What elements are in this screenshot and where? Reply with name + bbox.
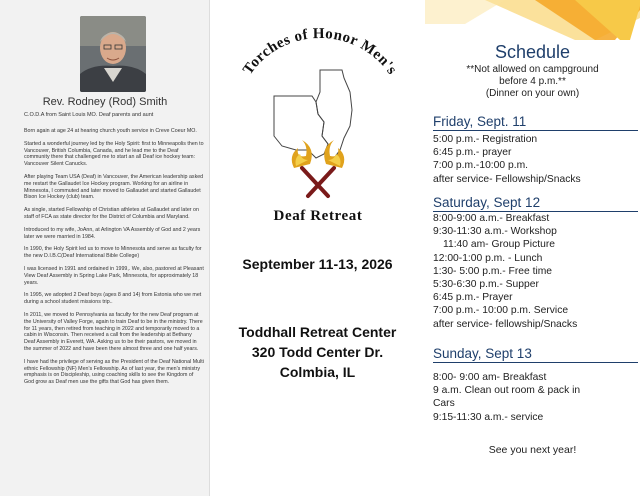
- bio-panel: [0, 0, 210, 496]
- emblem-arc-title: Torches of Honor Men's: [240, 25, 400, 78]
- bio-paragraph: As single, started Fellowship of Christian athletes at Gallaudet and later on staff of FCA as state director for the District of Columbia and Maryland.: [24, 207, 199, 220]
- crossed-torches-icon: [292, 140, 345, 196]
- sunday-items: [433, 371, 638, 424]
- emblem-bottom-title: Deaf Retreat: [273, 208, 363, 224]
- schedule-item: 12:00-1:00 p.m. - Lunch: [433, 252, 543, 264]
- schedule-note: **Not allowed on campground: [466, 64, 599, 75]
- schedule-item: Cars: [433, 398, 455, 410]
- schedule-note: (Dinner on your own): [485, 88, 580, 99]
- day-heading-sunday: Sunday, Sept 13: [433, 346, 638, 363]
- bio-paragraph: I have had the privilege of serving as the President of the Deaf National Multi ethnic Fellowship (NF) Men's Fellowship. As of last year, the men's ministry emphasis is on Discipleship, using coaching skills to see the Kingdom of God grow as Deaf men use the gifts that God has given them.: [24, 358, 204, 386]
- schedule-item: 1:30- 5:00 p.m.- Free time: [433, 265, 553, 277]
- schedule-item: 7:00 p.m.-10:00 p.m.: [433, 160, 529, 172]
- bio-paragraph: In 1995, we adopted 2 Deaf boys (ages 8 and 14) from Estonia who we met during a school student missions trip..: [24, 292, 202, 306]
- bio-paragraph: I was licensed in 1991 and ordained in 1999,. We, also, pastored at Pleasant View Deaf Assembly in Spring Lake Park, Minnesota, for approximately 18 years.: [24, 265, 204, 286]
- bio-paragraph: Started a wonderful journey led by the Holy Spirit: first to Minneapolis then to Vancouver, British Columbia, Canada, and he lead me to the Deaf community there that challenged me to start an all Deaf ice hockey team: Vancouver Silent Canucks.: [24, 140, 204, 168]
- bio-name: Rev. Rodney (Rod) Smith: [42, 96, 168, 108]
- day-heading-saturday: Saturday, Sept 12: [433, 195, 638, 212]
- bio-paragraph: Introduced to my wife, JoAnn, at Arlington VA Assembly of God and 2 years later we were married in 1984.: [24, 226, 201, 240]
- states-map-icon: [274, 70, 352, 158]
- friday-items: [433, 133, 638, 186]
- schedule-item: 9:30-11:30 a.m.- Workshop: [433, 226, 557, 238]
- closing-message: See you next year!: [488, 444, 577, 456]
- schedule-item: after service- Fellowship/Snacks: [433, 173, 581, 185]
- schedule-item: 6:45 p.m.- Prayer: [433, 292, 513, 304]
- portrait-photo: [80, 16, 146, 92]
- event-venue: [210, 322, 425, 382]
- schedule-item: 9 a.m. Clean out room & pack in: [433, 385, 581, 397]
- schedule-item: 7:00 p.m.- 10:00 p.m. Service: [433, 305, 569, 317]
- bio-paragraph: In 2011, we moved to Pennsylvania as faculty for the new Deaf program at the University of Valley Forge, again to train Deaf to be in the ministry. There for 11 years, then retired from teaching in 2022 and temporarily moved to a cabin in Wisconsin. Then received a call from the leadership at Bethany Deaf Assembly in Everett, WA. Asking us to be their pastors, we moved in the summer of 2022 and have been there almost three and one half years.: [24, 311, 203, 352]
- schedule-item: 8:00-9:00 a.m.- Breakfast: [433, 213, 550, 224]
- day-heading-friday: Friday, Sept. 11: [433, 114, 638, 131]
- schedule-item: 9:15-11:30 a.m.- service: [433, 411, 544, 423]
- schedule-item: 5:30-6:30 p.m.- Supper: [433, 278, 539, 290]
- portrait-photo-illustration: [80, 16, 146, 92]
- retreat-emblem: [216, 18, 420, 230]
- venue-street: 320 Todd Center Dr.: [251, 344, 384, 360]
- event-panel: [210, 0, 425, 496]
- schedule-panel: [425, 0, 640, 496]
- saturday-items: [433, 212, 638, 331]
- schedule-item: after service- fellowship/Snacks: [433, 318, 578, 330]
- decorative-stripes: [425, 0, 640, 40]
- event-date: September 11-13, 2026: [242, 256, 393, 272]
- schedule-note: before 4 p.m.**: [499, 76, 566, 87]
- venue-city: Colmbia, IL: [279, 364, 356, 380]
- bio-paragraph: In 1990, the Holy Spirit led us to move to Minnesota and serve as faculty for the new D.I.B.C(Deaf International Bible College): [24, 246, 202, 260]
- schedule-title: Schedule: [494, 42, 571, 62]
- bio-paragraph: Born again at age 24 at hearing church youth service in Creve Coeur MO.: [24, 128, 197, 134]
- schedule-item: 5:00 p.m.- Registration: [433, 134, 538, 145]
- schedule-item: 6:45 p.m.- prayer: [433, 147, 512, 159]
- venue-name: Toddhall Retreat Center: [238, 324, 397, 340]
- bio-paragraph: After playing Team USA (Deaf) in Vancouver, the American leadership asked me restart the Gallaudet Ice Hockey program. Working for an airline in Minnesota, I commuted and later moved to Gallaudet and started Gallaudet Bison Ice Hockey (club) team.: [24, 173, 204, 201]
- schedule-item: 11:40 am- Group Picture: [443, 239, 555, 251]
- bio-subtitle: C.O.D.A from Saint Louis MO. Deaf parents and aunt: [24, 112, 154, 118]
- bio-paragraphs: [24, 128, 204, 392]
- schedule-item: 8:00- 9:00 am- Breakfast: [433, 372, 547, 383]
